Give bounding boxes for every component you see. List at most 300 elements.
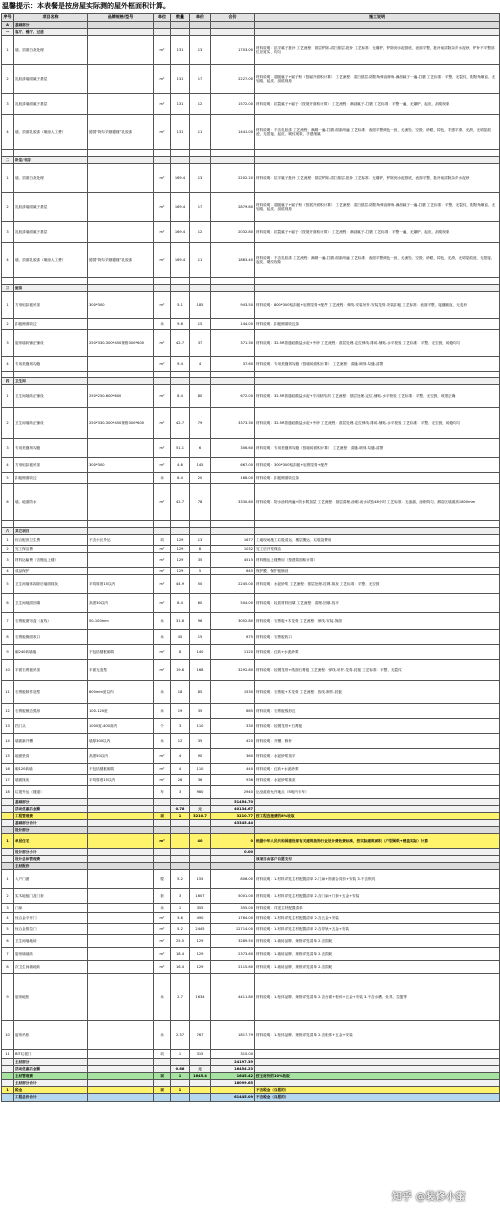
table-cell: 不含税金（自愿的） (255, 1087, 500, 1094)
table-cell (88, 1021, 154, 1050)
table-cell: 项 (154, 535, 171, 546)
table-cell (190, 22, 211, 29)
table-cell: 石膏板制作造型 (14, 681, 88, 704)
table-cell: 35 (190, 553, 211, 568)
table-cell: 1 (2, 535, 14, 546)
table-cell (154, 285, 171, 292)
table-cell (171, 856, 190, 863)
table-cell (2, 1094, 14, 1102)
table-cell (211, 1087, 255, 1094)
table-cell: 7 (2, 948, 14, 961)
table-cell (190, 820, 211, 827)
table-cell: 1645.42 (211, 1073, 255, 1080)
table-row (2, 681, 500, 704)
design-subtotal-row (2, 849, 500, 856)
table-cell: 90 (190, 749, 211, 764)
table-cell: 2.37 (171, 1021, 190, 1050)
table-cell: 943.50 (211, 292, 255, 319)
management-fee-row (2, 813, 500, 820)
table-cell (88, 1073, 154, 1080)
table-cell: 材料说明：32.5R普通硅酸盐水泥+中砂 工艺流程：基层处理-定位弹线-排砖-铺贴-水平校验 工艺标准：平整、无空鼓，砖缝均匀 (255, 408, 500, 439)
table-cell (14, 150, 88, 157)
table-cell (88, 913, 154, 924)
table-cell: 50-100mm (88, 613, 154, 630)
table-cell: 材料说明：1.柜体品牌、规格详见清单 2.含台面+柜体+五金+安装 3.不含水槽、灶具、拉篮等 (255, 974, 500, 1021)
table-cell: 材料说明：不含乳胶漆 工艺流程：满刷一遍-打磨-面漆两遍 工艺标准：表面平整颜色一致，无流坠、空鼓、砂眼、掉色、手感平滑、光滑，无明显痕迹，无搭接、起皮、刷纹现象，手感细腻 (255, 115, 500, 150)
table-cell (190, 521, 211, 528)
table-cell: 2245.00 (211, 575, 255, 594)
table-cell: 德国“阿尔贝娜德楼”乳胶漆 (88, 115, 154, 150)
subsection-row (2, 528, 500, 535)
table-cell: m² (154, 775, 171, 786)
table-cell: 砌240砖墙墙 (14, 645, 88, 660)
table-cell: 1634 (190, 974, 211, 1021)
table-cell: 18 (2, 786, 14, 799)
table-cell: 4 (2, 115, 14, 150)
table-cell: 3210.7 (190, 813, 211, 820)
table-cell: 主材部分合计 (14, 1080, 88, 1087)
table-cell (171, 1080, 190, 1087)
table-cell (14, 278, 88, 285)
table-cell: 51454.70 (211, 799, 255, 806)
table-row (2, 974, 500, 1021)
table-cell: 客厅、餐厅、过道 (14, 29, 88, 36)
table-cell (255, 150, 500, 157)
table-cell: 1 (2, 164, 14, 193)
table-cell: 129 (171, 546, 190, 553)
table-cell: m² (154, 660, 171, 681)
table-cell: m² (154, 764, 171, 775)
table-row (2, 439, 500, 458)
table-cell: 完工保洁费 (14, 546, 88, 553)
table-cell: m² (154, 935, 171, 948)
table-cell: 675 (211, 630, 255, 645)
table-cell (88, 1050, 154, 1059)
table-cell: m² (154, 749, 171, 764)
table-cell: 米 (154, 681, 171, 704)
table-cell: 3 (2, 94, 14, 115)
table-cell: 项 (154, 813, 171, 820)
table-cell (154, 1094, 171, 1102)
table-cell: 3052.80 (211, 613, 255, 630)
table-cell (88, 150, 154, 157)
table-cell (211, 827, 255, 834)
table-cell (171, 278, 190, 285)
table-cell (255, 820, 500, 827)
table-cell (88, 889, 154, 904)
table-cell: 0 (211, 834, 255, 849)
table-cell: 成品保护 (14, 568, 88, 575)
table-cell: 129 (171, 568, 190, 575)
table-cell: 129 (171, 553, 190, 568)
table-cell (88, 546, 154, 553)
table-cell: 110 (190, 764, 211, 775)
table-cell: 169.4 (171, 222, 190, 243)
table-cell: 墙、顶面白灰处理 (14, 36, 88, 65)
table-cell: m² (154, 222, 171, 243)
table-cell: 德国“阿尔贝娜德楼”乳胶漆 (88, 243, 154, 278)
table-cell (88, 849, 154, 856)
table-cell (88, 924, 154, 935)
table-cell: 材料运输费（含搬运上楼） (14, 553, 88, 568)
table-cell: 44.9 (171, 575, 190, 594)
table-cell: 乳胶漆墙面腻子基层 (14, 193, 88, 222)
engineering-total-row (2, 820, 500, 827)
table-row (2, 535, 500, 546)
table-cell: 不包括楼框砌筑 (88, 764, 154, 775)
table-row (2, 775, 500, 786)
table-cell: 材料说明：专用美缝剂勾缝（按墙砖面积计算） 工艺流程：清缝-调剂-勾缝-清擦 (255, 357, 500, 372)
table-cell: 420 (211, 734, 255, 749)
table-cell: 平均厚度15以内 (88, 575, 154, 594)
table-cell: 专用美缝剂勾缝 (14, 357, 88, 372)
table-cell (154, 849, 171, 856)
table-cell: 665 (211, 704, 255, 719)
table-cell: 0.78 (171, 806, 190, 813)
table-cell (2, 1066, 14, 1073)
table-cell: 131 (171, 94, 190, 115)
table-cell: 15 (190, 630, 211, 645)
table-cell (88, 820, 154, 827)
table-row (2, 704, 500, 719)
table-cell: m² (154, 553, 171, 568)
table-cell: 入户门窗 (14, 870, 88, 889)
table-cell: 材料说明：石膏板弧形边 (255, 704, 500, 719)
table-cell: 材料说明：抗平腻子批补 工艺流程：基层铲除-清扫基层-批补 工艺标准：无爆铲，铲除到水泥基底，表面平整，批补前清除杂乡水泥砂 (255, 164, 500, 193)
table-cell: m² (154, 243, 171, 278)
table-cell: 米 (154, 734, 171, 749)
table-cell: 3 (171, 889, 190, 904)
table-cell: 元 (190, 806, 211, 813)
table-cell: 42.7 (171, 484, 190, 521)
table-cell: 0.68 (171, 1066, 190, 1073)
table-cell: 169.4 (171, 193, 190, 222)
table-cell: 钛合金平开门 (14, 913, 88, 924)
table-cell: 平均厚度15以内 (88, 775, 154, 786)
table-cell: 3373.30 (211, 408, 255, 439)
table-cell: 37 (190, 330, 211, 357)
table-row (2, 935, 500, 948)
table-cell: 3 (2, 222, 14, 243)
table-cell: 40134.67 (211, 806, 255, 813)
table-cell: 129 (171, 535, 190, 546)
table-cell: 工地现场施工垃圾清运、楼层搬运、垃圾袋费用 (255, 535, 500, 546)
table-cell (88, 904, 154, 913)
table-cell: 18099.65 (211, 1080, 255, 1087)
table-cell (88, 285, 154, 292)
table-row (2, 961, 500, 974)
table-cell: 项 (154, 1073, 171, 1080)
table-cell (154, 22, 171, 29)
table-cell: 936 (211, 775, 255, 786)
table-cell (2, 827, 14, 834)
table-cell: 17 (190, 193, 211, 222)
table-row (2, 292, 500, 319)
table-cell: 1 (171, 813, 190, 820)
table-cell: 活动优惠后金额 (14, 1066, 88, 1073)
table-cell: 315.00 (211, 1050, 255, 1059)
table-cell: 0.00 (211, 849, 255, 856)
table-cell (255, 29, 500, 36)
table-cell: 1607 (190, 889, 211, 904)
table-row (2, 645, 500, 660)
table-cell: 2373.60 (211, 948, 255, 961)
table-cell: 11 (190, 243, 211, 278)
table-row (2, 115, 500, 150)
table-cell (211, 22, 255, 29)
table-cell: 169.4 (171, 243, 190, 278)
table-cell: 乳胶漆墙面腻子基层 (14, 65, 88, 94)
table-cell: m² (154, 834, 171, 849)
table-cell (211, 157, 255, 164)
table-cell: 806.00 (211, 870, 255, 889)
table-cell: 6 (2, 484, 14, 521)
table-cell: 1764.00 (211, 913, 255, 924)
table-cell: 4 (2, 458, 14, 473)
table-cell (88, 870, 154, 889)
notice-text: 温馨提示：本表餐是按房屋实际测的屋外框面积计算。 (2, 2, 170, 10)
table-cell: 元 (190, 1066, 211, 1073)
table-cell: 131 (171, 65, 190, 94)
table-cell: 1 (2, 292, 14, 319)
table-cell (211, 863, 255, 870)
table-cell: 工程管理费 (14, 813, 88, 820)
subsection-row (2, 285, 500, 292)
material-fee-row (2, 1073, 500, 1080)
table-cell (154, 1059, 171, 1066)
table-cell: 卧室/书房 (14, 157, 88, 164)
table-cell: 4 (171, 764, 190, 775)
table-cell: 1 (2, 834, 14, 849)
table-cell: 4 (171, 749, 190, 764)
table-row (2, 278, 500, 285)
table-row (2, 1021, 500, 1050)
table-cell: 主材部分 (14, 1059, 88, 1066)
table-cell: 卫生间墙砖正铺设 (14, 408, 88, 439)
table-cell (88, 378, 154, 385)
table-cell (255, 827, 500, 834)
table-cell: 材料说明：轻钢龙骨+石膏板 (255, 719, 500, 734)
table-cell: 19 (171, 704, 190, 719)
table-cell: 5 (2, 924, 14, 935)
table-cell (171, 521, 190, 528)
table-cell: 2 (2, 408, 14, 439)
table-cell (255, 1050, 500, 1059)
table-cell: 单位 (154, 14, 171, 22)
table-cell: 材料说明：超级腻子+腻子粉（按腻开面积计算） 工艺流程：清扫基层-阴阳角弹直修角-满刮腻子一遍-打磨 工艺标准：平整、无裂纹，阴阳角顺直，无划痕、起皮、刮痕现象 (255, 65, 500, 94)
table-cell: 13 (2, 719, 14, 734)
table-cell: 厨房吊柜 (14, 1021, 88, 1050)
table-cell: 355.00 (211, 904, 255, 913)
table-cell (2, 278, 14, 285)
table-cell (171, 29, 190, 36)
quote-table (1, 13, 500, 1102)
table-cell: 卫生间地面回填 (14, 594, 88, 613)
table-cell: 315 (190, 1050, 211, 1059)
section-header-row (2, 22, 500, 29)
table-cell: 16 (2, 764, 14, 775)
table-cell: 9.6 (171, 319, 190, 330)
table-cell: 主材管理费 (14, 1073, 88, 1080)
table-cell (88, 961, 154, 974)
table-cell: 1 (171, 904, 190, 913)
table-cell (2, 806, 14, 813)
table-row (2, 749, 500, 764)
table-cell (190, 863, 211, 870)
table-cell: 4 (2, 913, 14, 924)
table-cell: m² (154, 594, 171, 613)
table-cell: 78 (190, 484, 211, 521)
table-cell: 16.4 (171, 961, 190, 974)
table-cell: 米 (154, 904, 171, 913)
table-cell (190, 278, 211, 285)
table-cell (88, 806, 154, 813)
table-cell: 平面无造型 (88, 660, 154, 681)
table-cell: 材料说明：水泥砂浆抹灰 (255, 775, 500, 786)
table-row (2, 243, 500, 278)
subsection-row (2, 378, 500, 385)
table-cell: 8 (171, 645, 190, 660)
table-cell (154, 157, 171, 164)
table-cell: 50 (190, 575, 211, 594)
table-cell: 9 (2, 645, 14, 660)
table-cell (211, 150, 255, 157)
table-row (2, 834, 500, 849)
table-row (2, 764, 500, 775)
table-cell: 三 (2, 285, 14, 292)
table-cell: m² (154, 484, 171, 521)
table-cell: 85 (190, 681, 211, 704)
table-cell: 卫生间墙体拆除后墙面抹灰 (14, 575, 88, 594)
table-cell (2, 820, 14, 827)
table-cell: 乳胶漆墙面腻子基层 (14, 94, 88, 115)
table-row (2, 150, 500, 157)
table-cell: 四 (2, 378, 14, 385)
table-cell: 1441.00 (211, 115, 255, 150)
table-cell (190, 827, 211, 834)
table-cell (190, 1080, 211, 1087)
table-row (2, 889, 500, 904)
grand-total-row (2, 1094, 500, 1102)
table-cell: 18.4 (171, 948, 190, 961)
table-cell: 1 (171, 1073, 190, 1080)
table-cell: 5 (2, 575, 14, 594)
table-cell: 项 (154, 1087, 171, 1094)
table-cell: 42.7 (171, 330, 190, 357)
table-cell: 10 (2, 1021, 14, 1050)
table-cell: 1677 (211, 535, 255, 546)
table-cell (255, 849, 500, 856)
table-cell: 12 (171, 734, 190, 749)
table-cell (190, 849, 211, 856)
table-row (2, 575, 500, 594)
table-cell: 11 (2, 681, 14, 704)
discount-row (2, 806, 500, 813)
table-cell: 按工程直接费的8%收取 (255, 813, 500, 820)
table-cell (154, 29, 171, 36)
table-cell (171, 528, 190, 535)
table-cell: 单价 (190, 14, 211, 22)
table-cell: 数量 (171, 14, 190, 22)
table-cell: 1817.79 (211, 1021, 255, 1050)
table-cell (171, 285, 190, 292)
table-cell: BIT垃圾门 (14, 1050, 88, 1059)
table-cell: m² (154, 330, 171, 357)
table-cell (88, 94, 154, 115)
table-cell (154, 521, 171, 528)
table-cell: 方形铝扣板吊顶 (14, 458, 88, 473)
table-cell (255, 806, 500, 813)
table-cell (171, 378, 190, 385)
table-cell: m² (154, 408, 171, 439)
table-row (2, 924, 500, 935)
table-cell (255, 521, 500, 528)
table-cell: 2032.80 (211, 222, 255, 243)
table-cell: 墙厚300以内 (88, 734, 154, 749)
table-cell: 完工后开荒保洁 (255, 546, 500, 553)
table-cell: m² (154, 357, 171, 372)
table-cell (2, 856, 14, 863)
table-cell: 129 (190, 948, 211, 961)
table-cell: 单层住宅 (14, 834, 88, 849)
table-cell: m² (154, 913, 171, 924)
table-cell: 1 (2, 36, 14, 65)
table-cell: 专用美缝剂勾缝 (14, 439, 88, 458)
table-cell: 基础部分合计 (14, 820, 88, 827)
table-cell: 8 (2, 961, 14, 974)
table-cell: 145 (190, 458, 211, 473)
table-cell: 129 (190, 935, 211, 948)
table-cell (171, 157, 190, 164)
table-cell (2, 521, 14, 528)
table-cell: m² (154, 292, 171, 319)
table-cell: 材料说明：轻钢龙骨+纸面石膏板 工艺流程：弹线-吊杆-龙骨-封板 工艺标准：平整、无裂纹 (255, 660, 500, 681)
table-cell: 60 (190, 594, 211, 613)
table-cell: 材料说明：详见主材配置清单 (255, 904, 500, 913)
table-cell: 米 (154, 974, 171, 1021)
table-cell (88, 484, 154, 521)
table-cell: 2 (2, 889, 14, 904)
table-cell (190, 150, 211, 157)
table-cell: 个 (154, 719, 171, 734)
table-cell: 3 (2, 439, 14, 458)
table-cell (154, 278, 171, 285)
table-cell: 材料说明：不含乳胶漆 工艺流程：满刷一遍-打磨-面漆两遍 工艺标准：表面平整颜色一致，无流坠、空鼓、砂眼、掉色、光滑，无明显痕迹，无搭接、起皮、刷纹现象 (255, 243, 500, 278)
table-cell: 672.00 (211, 385, 255, 408)
table-cell: m² (154, 164, 171, 193)
table-cell (190, 29, 211, 36)
table-cell (171, 1094, 190, 1102)
table-cell: m² (154, 65, 171, 94)
table-cell: 石膏板侧面收口 (14, 630, 88, 645)
table-cell: 3 (171, 719, 190, 734)
table-cell: 131 (171, 115, 190, 150)
table-cell: 设计部分 (14, 827, 88, 834)
table-cell (88, 834, 154, 849)
table-cell (171, 1059, 190, 1066)
table-cell: 5001.00 (211, 889, 255, 904)
table-cell: 挡门头 (14, 719, 88, 734)
table-cell: 米 (154, 1021, 171, 1050)
table-cell (255, 528, 500, 535)
table-cell: 131 (171, 36, 190, 65)
table-cell: 基础部分 (14, 799, 88, 806)
table-cell: 3289.50 (211, 935, 255, 948)
table-cell: 不含税金（自愿的） (255, 1094, 500, 1102)
table-cell: 5 (190, 568, 211, 575)
table-row (2, 521, 500, 528)
table-cell: 材料说明：1.墙砖品牌、规格详见清单 2.含损耗 (255, 948, 500, 961)
